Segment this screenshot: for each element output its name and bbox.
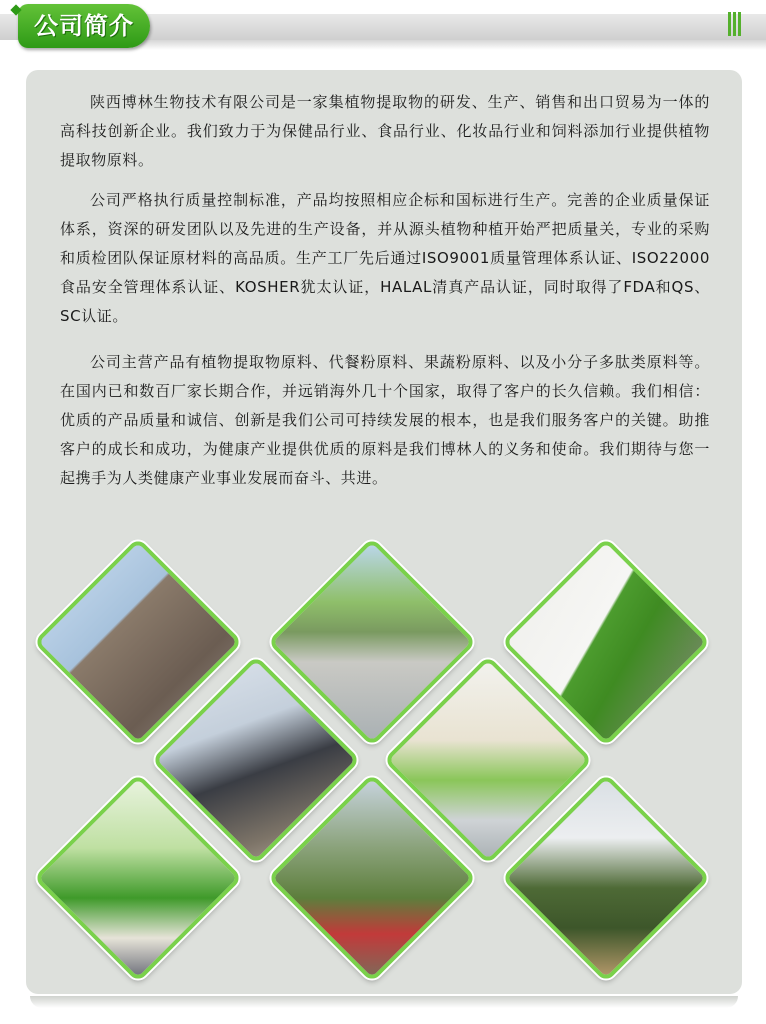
intro-paragraph-2: 公司严格执行质量控制标准，产品均按照相应企标和国标进行生产。完善的企业质量保证体系，资深的研发团队以及先进的生产设备，并从源头植物种植开始严把质量关，专业的采购和质检团队保证原材料的高品质。生产工厂先后通过ISO9001质量管理体系认证、ISO22000 食品安全管理体系认证、KOSHER犹太认证，HALAL清真产品认证，同时取得了FDA和QS、SC认证。 (60, 191, 710, 325)
section-title: 公司简介 (34, 12, 134, 40)
intro-paragraph-1: 陕西博林生物技术有限公司是一家集植物提取物的研发、生产、销售和出口贸易为一体的高科技创新企业。我们致力于为保健品行业、食品行业、化妆品行业和饲料添加行业提供植物提取物原料。 (60, 93, 710, 169)
decorative-bars (728, 12, 742, 36)
intro-paragraph-3: 公司主营产品有植物提取物原料、代餐粉原料、果蔬粉原料、以及小分子多肽类原料等。在国内已和数百厂家长期合作，并远销海外几十个国家，取得了客户的长久信赖。我们相信：优质的产品质量和诚信、创新是我们公司可持续发展的根本，也是我们服务客户的关键。助推客户的成长和成功，为健康产业提供优质的原料是我们博林人的义务和使命。我们期待与您一起携手为人类健康产业事业发展而奋斗、共进。 (60, 353, 710, 487)
header-shadow (120, 40, 766, 50)
section-title-tab (18, 4, 150, 48)
card-shadow (30, 996, 738, 1008)
